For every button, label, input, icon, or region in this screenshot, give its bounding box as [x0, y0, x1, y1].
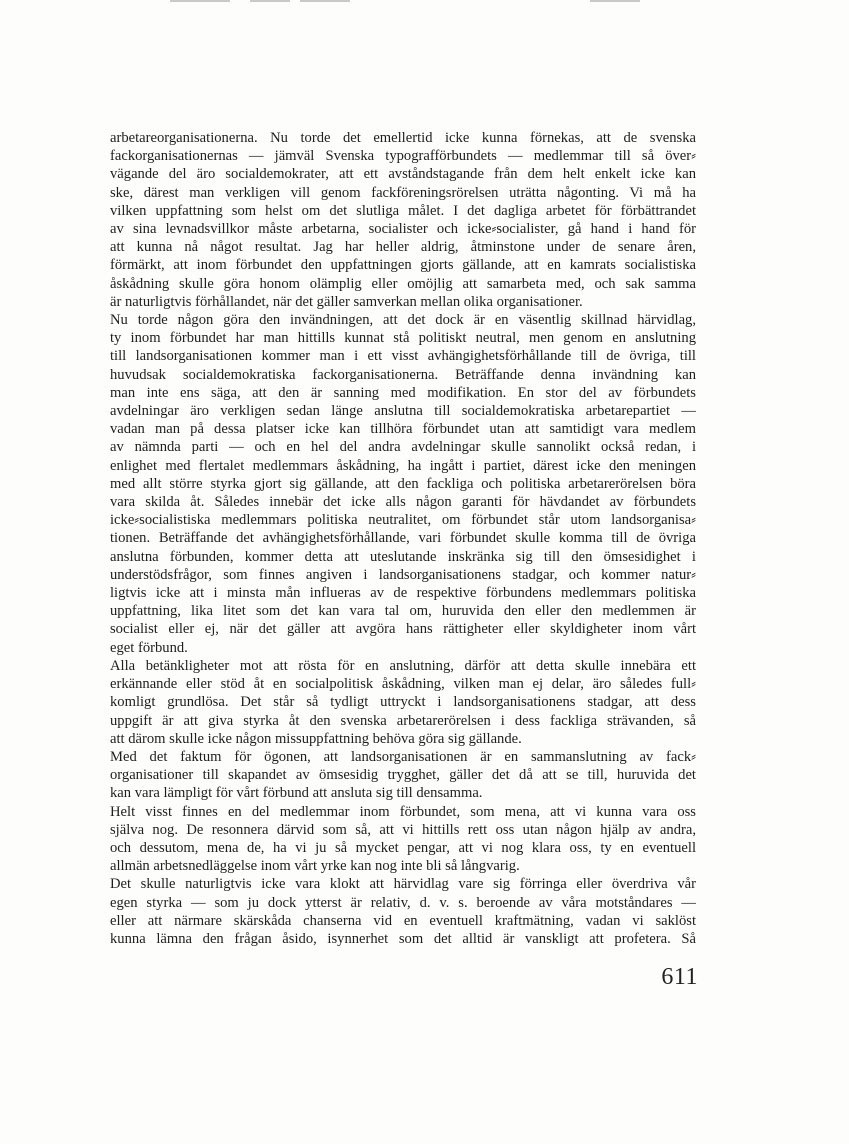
text-line: tionen. Beträffande det avhängighetsförhållande, vari förbundet skulle komma till de övriga [110, 530, 696, 547]
body-text [110, 129, 696, 948]
text-line: Helt visst finnes en del medlemmar inom förbundet, som mena, att vi kunna vara oss [110, 803, 696, 820]
text-line: kan vara lämpligt för vårt förbund att ansluta sig till densamma. [110, 785, 483, 802]
page-number: 611 [661, 964, 698, 990]
text-line: av sina levnadsvillkor måste arbetarna, socialister och icke⸗socialister, gå hand i hand för [110, 221, 696, 238]
text-line: anslutna förbunden, kommer detta att uteslutande inskränka sig till den ömsesidighet i [110, 548, 696, 565]
text-line: avdelningar äro verkligen sedan länge anslutna till socialdemokratiska arbetarepartiet — [110, 403, 696, 420]
text-line: vägande del äro socialdemokrater, att ett avståndstagande från dem helt enkelt icke kan [110, 166, 696, 183]
text-line: ty inom förbundet har man hittills kunnat stå politiskt neutral, men genom en anslutning [110, 330, 696, 347]
text-line: till landsorganisationen kommer man i ett visst avhängighetsförhållande till de övriga, till [110, 348, 696, 365]
scan-edge-marks [170, 0, 640, 3]
text-line: åskådning skulle göra honom olämplig eller omöjlig att samarbeta med, och sak samma [110, 275, 696, 292]
text-line: icke⸗socialistiska medlemmars politiska neutralitet, om förbundet står utom landsorganisa⸗ [110, 512, 696, 529]
text-line: är naturligtvis förhållandet, när det gäller samverkan mellan olika organisationer. [110, 293, 583, 310]
text-line: att kunna nå något resultat. Jag har heller aldrig, åtminstone under de senare åren, [110, 239, 696, 256]
text-line: vadan man på dessa platser icke kan tillhöra förbundet utan att samtidigt vara medlem [110, 421, 696, 438]
text-line: Det skulle naturligtvis icke vara klokt att härvidlag vare sig förringa eller överdriva vår [110, 876, 696, 893]
text-line: med allt större styrka gjort sig gällande, att den fackliga och politiska arbetarerörelsen böra [110, 475, 696, 492]
text-line: man inte ens säga, att den är sanning med modifikation. En stor del av förbundets [110, 384, 696, 401]
text-line: enlighet med flertalet medlemmars åskådning, ha ingått i partiet, därest icke den meningen [110, 457, 696, 474]
text-line: Alla betänkligheter mot att rösta för en anslutning, därför att detta skulle innebära ett [110, 657, 696, 674]
text-line: uppgift är att giva styrka åt den svenska arbetarerörelsen i dess fackliga strävanden, så [110, 712, 696, 729]
paragraph [110, 748, 696, 803]
text-line: Med det faktum för ögonen, att landsorganisationen är en sammanslutning av fack⸗ [110, 748, 696, 765]
text-line: allmän arbetsnedläggelse inom vårt yrke kan nog inte bli så långvarig. [110, 858, 520, 875]
text-line: av nämnda parti — och en hel del andra avdelningar skulle sannolikt också redan, i [110, 439, 696, 456]
text-line: eller att närmare skärskåda chanserna vid en eventuell kraftmätning, vadan vi saklöst [110, 912, 696, 929]
text-line: uppfattning, lika litet som det kan vara tal om, huruvida den eller den medlemmen är [110, 603, 696, 620]
text-line: understödsfrågor, som finnes angiven i landsorganisationens stadgar, och kommer natur⸗ [110, 566, 696, 583]
paragraph [110, 875, 696, 948]
text-line: förmärkt, att inom förbundet den uppfattningen gjorts gällande, att en kamrats socialistiska [110, 257, 696, 274]
paragraph [110, 129, 696, 311]
text-line: vara skilda åt. Således innebär det icke alls någon garanti för hävdandet av förbundets [110, 494, 696, 511]
text-line: att därom skulle icke någon missuppfattning behöva göra sig gällande. [110, 730, 522, 747]
paragraph [110, 803, 696, 876]
text-line: vilken uppfattning som helst om det slutliga målet. I det dagliga arbetet för förbättrandet [110, 202, 696, 219]
text-line: eget förbund. [110, 639, 188, 656]
text-line: organisationer till skapandet av ömsesidig trygghet, gäller det då att se till, huruvida det [110, 767, 696, 784]
text-line: kunna lämna den frågan åsido, isynnerhet som det alltid är vanskligt att profetera. Så [110, 930, 696, 947]
text-line: ske, därest man verkligen vill genom fackföreningsrörelsen uträtta någonting. Vi må ha [110, 184, 696, 201]
text-line: och dessutom, mena de, ha vi ju så mycket pengar, att vi nog klara oss, ty en eventuell [110, 839, 696, 856]
text-line: fackorganisationernas — jämväl Svenska typografförbundets — medlemmar till så över⸗ [110, 148, 696, 165]
text-line: ligtvis icke att i minsta mån influeras av de respektive förbundens medlemmars politiska [110, 585, 696, 602]
paragraph [110, 311, 696, 657]
text-line: arbetareorganisationerna. Nu torde det emellertid icke kunna förnekas, att de svenska [110, 130, 696, 146]
text-line: komligt grundlösa. Det står så tydligt uttryckt i landsorganisationens stadgar, att dess [110, 694, 696, 711]
text-line: erkännande eller stöd åt en socialpolitisk åskådning, vilken man ej delar, äro således full⸗ [110, 676, 696, 693]
text-line: egen styrka — som ju dock ytterst är relativ, d. v. s. beroende av våra motståndares — [110, 894, 696, 911]
text-line: huvudsak socialdemokratiska fackorganisationerna. Beträffande denna invändning kan [110, 366, 696, 383]
text-line: Nu torde någon göra den invändningen, att det dock är en väsentlig skillnad härvidlag, [110, 312, 696, 329]
text-line: socialist eller ej, när det gäller att avgöra hans rättigheter eller skyldigheter inom vårt [110, 621, 696, 638]
paragraph [110, 657, 696, 748]
text-line: själva nog. De resonnera därvid som så, att vi hittills rett oss utan någon hjälp av andra, [110, 821, 696, 838]
